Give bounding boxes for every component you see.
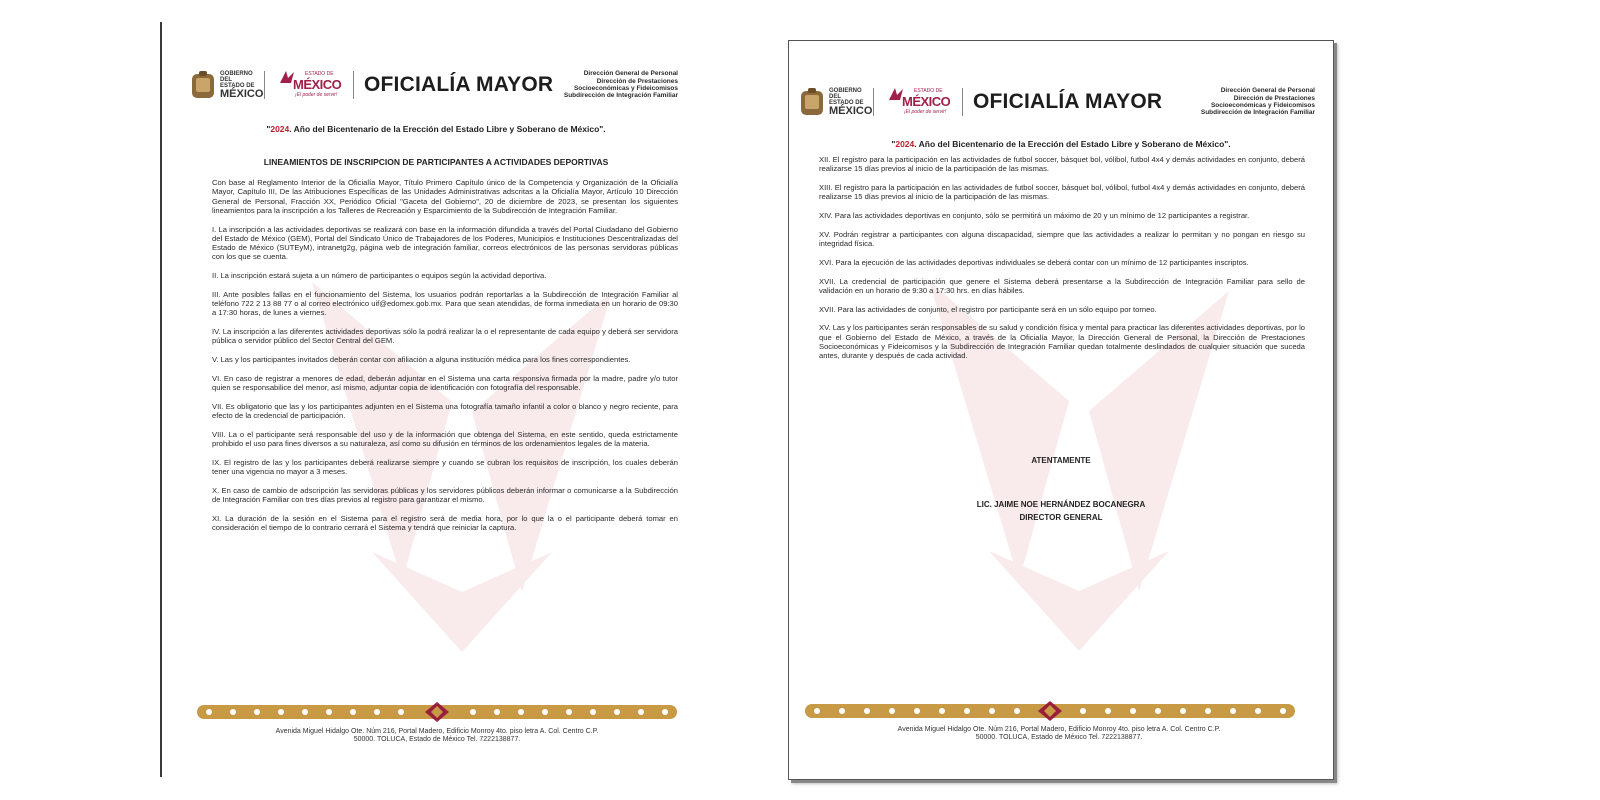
- paragraph: V. Las y los participantes invitados deberán contar con afiliación a alguna institución médica para los fines correspondientes.: [212, 355, 631, 364]
- paragraph: XVII. La credencial de participación que genere el Sistema deberá presentarse a la Subdirección de Integración Familiar para sello de validación en un horario de 9:30 a 17:30 hrs. en días hábiles.: [819, 276, 1305, 295]
- year-motto: "2024. Año del Bicentenario de la Erección del Estado Libre y Soberano de México".: [266, 124, 606, 134]
- edomex-logo: ESTADO DE MÉXICO ¡El poder de servir!: [279, 70, 349, 100]
- header-separator: [264, 71, 265, 99]
- paragraph: II. La inscripción estará sujeta a un número de participantes o equipos según la actividad deportiva.: [212, 271, 547, 280]
- header-separator: [353, 71, 354, 99]
- paragraph: XIII. El registro para la participación en las actividades de futbol soccer, básquet bol, vólibol, futbol 4x4 y demás actividades en conjunto, deberá realizarse 15 días previos al inicio de la participación de las mismas.: [819, 183, 1305, 202]
- paragraph: VII. Es obligatorio que las y los participantes adjunten en el Sistema una fotografía tamaño infantil a color o blanco y negro reciente, para efecto de la credencial de participación.: [212, 401, 678, 420]
- paragraph: VI. En caso de registrar a menores de edad, deberán adjuntar en el Sistema una carta responsiva firmada por la madre, padre y/o tutor quien se responsabilice del menor, así mismo, adjuntar copia de identificación con fotografía del responsable.: [212, 373, 678, 392]
- paragraph: XI. La duración de la sesión en el Sistema para el registro será de media hora, por lo que la o el participante deberá tomar en consideración el tiempo de lo contrario cerrará el Sistema y tendrá que reiniciar la captura.: [212, 513, 678, 532]
- signer-title: DIRECTOR GENERAL: [1019, 513, 1103, 522]
- paragraph: VIII. La o el participante será responsable del uso y de la información que obtenga del Sistema, en este sentido, queda estrictamente prohibido el uso para fines diversos a su naturaleza, así como su difusión en términos de los ordenamientos legales de la materia.: [212, 429, 678, 448]
- paragraph: Con base al Reglamento Interior de la Oficialía Mayor, Título Primero Capítulo único de la Competencia y Organización de la Oficialía Mayor, Capítulo III, De las Atribuciones Específicas de las Unidades Administrativas adscritas a la Oficialía Mayor, Artículo 10 Dirección General de Personal, Fracción XX, Periódico Oficial "Gaceta del Gobierno", 20 de diciembre de 2023, se presentan los siguientes lineamientos para la inscripción a los Talleres de Recreación y Esparcimiento de la Subdirección de Integración Familiar.: [212, 178, 678, 215]
- paragraph: XVI. Para la ejecución de las actividades deportivas individuales se deberá contar con un mínimo de 12 participantes inscriptos.: [819, 257, 1249, 267]
- signer-name: LIC. JAIME NOE HERNÁNDEZ BOCANEGRA: [976, 500, 1146, 509]
- oficialia-title: OFICIALÍA MAYOR: [364, 73, 554, 96]
- paragraph: XVII. Para las actividades de conjunto, el registro por participante será en un sólo equipo por torneo.: [819, 304, 1157, 314]
- edomex-logo: ESTADO DE MÉXICO ¡El poder de servir!: [888, 87, 958, 117]
- paragraph: XV. Podrán registrar a participantes con alguna discapacidad, siempre que las actividades a realizar lo permitan y no pongan en riesgo su integridad física.: [819, 229, 1305, 248]
- page2-body: [819, 155, 1305, 370]
- closing-atentamente: ATENTAMENTE: [1031, 456, 1091, 465]
- header-separator: [962, 88, 963, 116]
- directorate-lines: Dirección General de Personal Dirección de Prestaciones Socioeconómicas y Fideicomisos Subdirección de Integración Familiar: [563, 70, 678, 100]
- year-motto: "2024. Año del Bicentenario de la Erección del Estado Libre y Soberano de México".: [891, 139, 1231, 149]
- paragraph: IV. La inscripción a las diferentes actividades deportivas sólo la podrá realizar la o el representante de cada equipo y deberá ser servidora pública o servidor público del Sector Central del GEM.: [212, 327, 678, 346]
- paragraph: XII. El registro para la participación en las actividades de futbol soccer, básquet bol, vólibol, futbol 4x4 y demás actividades en conjunto, deberá realizarse 15 días previos al inicio de la participación de las mismas.: [819, 155, 1305, 174]
- document-title: LINEAMIENTOS DE INSCRIPCION DE PARTICIPANTES A ACTIVIDADES DEPORTIVAS: [263, 157, 609, 167]
- gem-wordmark: GOBIERNO DEL ESTADO DE MÉXICO: [829, 87, 873, 117]
- oficialia-title: OFICIALÍA MAYOR: [973, 90, 1163, 113]
- paragraph: XV. Las y los participantes serán responsables de su salud y condición física y mental para practicar las diferentes actividades deportivas, por lo que el Gobierno del Estado de México, a través de la Oficialía Mayor, la Dirección General de Personal, la Dirección de Prestaciones Socioeconómicas y Fideicomisos y la Subdirección de Integración Familiar quedan totalmente deslindados de cualquier situación que suceda antes, durante y después de cada actividad.: [819, 323, 1305, 360]
- letterhead: [799, 87, 1315, 117]
- page1-body: [212, 178, 678, 542]
- letterhead: [190, 70, 678, 100]
- paragraph: I. La inscripción a las actividades deportivas se realizará con base en la información difundida a través del Portal Ciudadano del Gobierno del Estado de México (GEM), Portal del Sindicato Único de Trabajadores de los Poderes, Municipios e Instituciones Descentralizadas del Estado de México (SUTEyM), intranetg2g, página web de integración familiar, correos electrónicos de las personas servidoras públicas con los que se cuenta.: [212, 224, 678, 262]
- gem-wordmark: GOBIERNO DEL ESTADO DE MÉXICO: [220, 70, 264, 100]
- paragraph: IX. El registro de las y los participantes deberá realizarse siempre y cuando se cubran los requisitos de inscripción, los cuales deberán tener una vigencia no mayor a 3 meses.: [212, 457, 678, 476]
- document-page-2: [788, 40, 1334, 780]
- paragraph: XIV. Para las actividades deportivas en conjunto, sólo se permitirá un máximo de 20 y un mínimo de 12 participantes a registrar.: [819, 211, 1250, 220]
- decorative-greca-border: [197, 702, 677, 722]
- paragraph: III. Ante posibles fallas en el funcionamiento del Sistema, los usuarios podrán reportarlas a la Subdirección de Integración Familiar al teléfono 722 2 13 88 77 o al correo electrónico uif@edomex.gob.mx. Para que sean atendidas, de forma inmediata en un horario de 09:30 a 17:30 horas, de lunes a viernes.: [212, 289, 678, 318]
- footer-address: Avenida Miguel Hidalgo Ote. Núm 216, Portal Madero, Edificio Monroy 4to. piso letra A. Col. Centro C.P. 50000. TOLUCA, Estado de México Tel. 7222138877.: [897, 726, 1221, 742]
- document-page-1: [162, 22, 710, 777]
- paragraph: X. En caso de cambio de adscripción las servidoras públicas y los servidores públicos deberán informar o comunicarse a la Subdirección de Integración Familiar con tres días previos al registro para garantizar el mismo.: [212, 485, 678, 504]
- directorate-lines: Dirección General de Personal Dirección de Prestaciones Socioeconómicas y Fideicomisos Subdirección de Integración Familiar: [1200, 87, 1315, 117]
- footer-address: Avenida Miguel Hidalgo Ote. Núm 216, Portal Madero, Edificio Monroy 4to. piso letra A. Col. Centro C.P. 50000. TOLUCA, Estado de México Tel. 7222138877.: [275, 728, 599, 744]
- decorative-greca-border: [805, 701, 1295, 721]
- state-seal-icon: [190, 70, 216, 100]
- state-seal-icon: [799, 87, 825, 117]
- header-separator: [873, 88, 874, 116]
